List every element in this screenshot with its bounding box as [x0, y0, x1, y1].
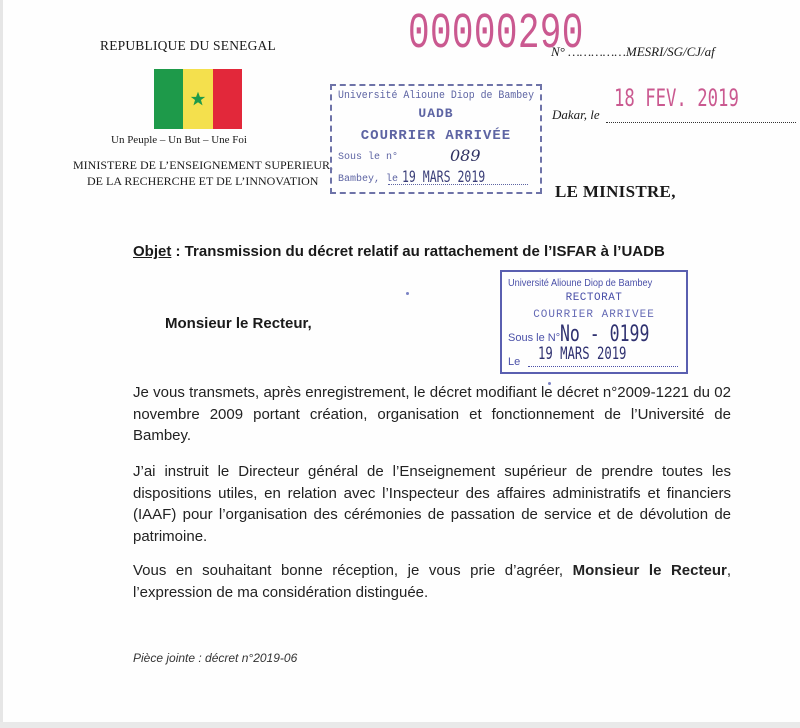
- stamp-courier-label: COURRIER ARRIVEE: [533, 309, 655, 321]
- stamp-dotted-line: [528, 366, 678, 367]
- stamp-university-name: Université Alioune Diop de Bambey: [508, 278, 653, 289]
- page-edge-bottom: [0, 722, 800, 728]
- stamp-university-name: Université Alioune Diop de Bambey: [338, 90, 535, 102]
- subject-label: Objet: [133, 243, 172, 260]
- arrival-stamp-rectorat: [500, 270, 688, 374]
- stamp-dotted-line: [388, 184, 528, 185]
- senegal-flag: [154, 69, 242, 129]
- stamp-courier-label: COURRIER ARRIVÉE: [360, 128, 512, 144]
- stamp-date-value: 19 MARS 2019: [538, 344, 627, 364]
- flag-band-green: [154, 69, 183, 129]
- stamp-handwritten-number: 089: [450, 146, 481, 165]
- date-stamp: 18 FEV. 2019: [614, 84, 739, 112]
- reference-number: N° ……………MESRI/SG/CJ/af: [551, 44, 715, 59]
- stamp-number-label: Sous le N°: [508, 332, 561, 344]
- ink-speck: [406, 292, 409, 295]
- republic-heading: REPUBLIQUE DU SENEGAL: [100, 38, 276, 53]
- ministry-name-line2: DE LA RECHERCHE ET DE L’INNOVATION: [87, 174, 319, 188]
- stamp-date-label: Bambey, le: [338, 174, 399, 185]
- star-icon: [190, 91, 206, 107]
- closing-text-end: , l’expression de ma considération distinguée.: [133, 562, 732, 601]
- ministry-name-line1: MINISTERE DE L’ENSEIGNEMENT SUPERIEUR,: [73, 158, 333, 172]
- body-paragraph-2: J’ai instruit le Directeur général de l’Enseignement supérieur de prendre toutes les dispositions utiles, en relation avec l’Inspecteur des affaires administratifs et financiers (IAAF) pour l’organisation des cérémonies de passation de service et de dévolution de patrimoine.: [133, 463, 731, 545]
- closing-text-start: Vous en souhaitant bonne réception, je vous prie d’agréer,: [133, 562, 573, 579]
- page-edge-left: [0, 0, 3, 728]
- stamp-number-value: No - 0199: [560, 322, 650, 347]
- closing-text-bold: Monsieur le Recteur: [572, 562, 727, 579]
- stamp-office-name: RECTORAT: [565, 292, 623, 304]
- signatory-title: LE MINISTRE,: [555, 182, 676, 201]
- stamp-date-value: 19 MARS 2019: [402, 167, 486, 186]
- salutation: Monsieur le Recteur,: [165, 315, 312, 332]
- body-paragraph-1: Je vous transmets, après enregistrement, le décret modifiant le décret n°2009-1221 du 02 novembre 2009 portant création, organisation et fonctionnement de l’Université de Bambey.: [133, 384, 731, 444]
- subject-text: : Transmission du décret relatif au rattachement de l’ISFAR à l’UADB: [171, 243, 665, 260]
- arrival-stamp-uadb: [330, 84, 542, 194]
- flag-band-red: [213, 69, 242, 129]
- body-paragraph-3: [133, 560, 731, 603]
- stamp-acronym: UADB: [418, 106, 454, 121]
- national-motto: Un Peuple – Un But – Une Foi: [111, 134, 247, 146]
- city-date-label: Dakar, le: [552, 107, 600, 122]
- attachment-note: Pièce jointe : décret n°2019-06: [133, 651, 298, 665]
- subject-line: [133, 243, 665, 260]
- serial-number-stamp: 00000290: [408, 6, 584, 63]
- date-dotted-line: [606, 122, 796, 123]
- stamp-date-label: Le: [508, 356, 521, 368]
- stamp-number-label: Sous le n°: [338, 152, 399, 163]
